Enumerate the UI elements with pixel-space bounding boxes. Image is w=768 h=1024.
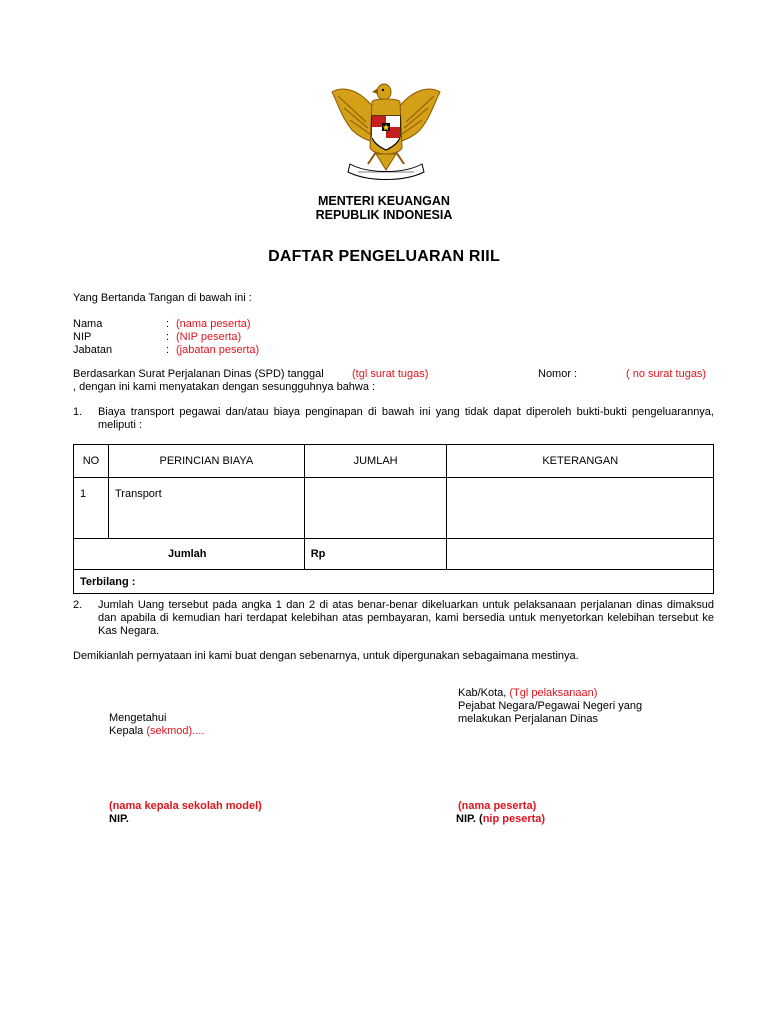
point2-text: Jumlah Uang tersebut pada angka 1 dan 2 di atas benar-benar dikeluarkan untuk pelaksanaan perjalanan dinas dimaksud dan apabila di kemudian hari terdapat kelebihan atas pembayaran, kami bersedia untuk menyetorkan kelebihan tersebut ke Kas Negara. <box>98 599 714 637</box>
intro-text: Yang Bertanda Tangan di bawah ini : <box>73 292 252 304</box>
row-amount <box>304 478 447 539</box>
total-note <box>447 539 714 570</box>
point1-text: Biaya transport pegawai dan/atau biaya penginapan di bawah ini yang tidak dapat diperoleh bukti-bukti pengeluarannya, meliputi : <box>98 406 714 431</box>
row-no: 1 <box>74 478 109 539</box>
field-label-nip: NIP <box>73 331 92 343</box>
field-label-nama: Nama <box>73 318 103 330</box>
signatory-name-left: (nama kepala sekolah model) <box>109 800 262 812</box>
point1-number: 1. <box>73 406 83 418</box>
place-date-value: (Tgl pelaksanaan) <box>509 687 598 699</box>
signatory-nip-left: NIP. <box>109 813 129 825</box>
signatory-title-right-1: Pejabat Negara/Pegawai Negeri yang <box>458 700 643 712</box>
row-note <box>447 478 714 539</box>
basis-date-value: (tgl surat tugas) <box>352 368 429 380</box>
field-label-jabatan: Jabatan <box>73 344 113 356</box>
basis-continuation: , dengan ini kami menyatakan dengan sesungguhnya bahwa : <box>73 381 376 393</box>
table-header-jumlah: JUMLAH <box>304 445 447 478</box>
total-label: Jumlah <box>74 539 305 570</box>
ministry-name: MENTERI KEUANGAN <box>318 194 450 208</box>
nip-prefix: NIP. ( <box>456 813 483 825</box>
field-colon: : <box>166 331 170 343</box>
point2-number: 2. <box>73 599 83 611</box>
signatory-name-right: (nama peserta) <box>458 800 537 812</box>
field-value-jabatan: (jabatan peserta) <box>176 344 260 356</box>
nip-value: nip peserta) <box>482 813 546 825</box>
total-currency: Rp <box>304 539 447 570</box>
table-header-keterangan: KETERANGAN <box>447 445 714 478</box>
table-terbilang-row <box>74 570 714 594</box>
acknowledged-label: Mengetahui <box>109 712 167 724</box>
signatory-title-right-2: melakukan Perjalanan Dinas <box>458 713 599 725</box>
head-prefix: Kepala <box>109 725 147 737</box>
table-header-no: NO <box>74 445 109 478</box>
garuda-emblem-icon <box>328 78 444 184</box>
nomor-value: ( no surat tugas) <box>626 368 707 380</box>
table-total-row <box>74 539 714 570</box>
row-item: Transport <box>108 478 304 539</box>
signature-place-date <box>458 687 597 699</box>
table-header-row <box>74 445 714 478</box>
field-colon: : <box>166 318 170 330</box>
country-name: REPUBLIK INDONESIA <box>315 208 453 222</box>
nomor-label: Nomor : <box>538 368 578 380</box>
table-row <box>74 478 714 539</box>
expense-table <box>73 444 714 594</box>
field-colon: : <box>166 344 170 356</box>
signatory-nip-right <box>456 813 545 825</box>
table-header-perincian: PERINCIAN BIAYA <box>108 445 304 478</box>
head-title <box>109 725 204 737</box>
basis-text: Berdasarkan Surat Perjalanan Dinas (SPD) tanggal <box>73 368 324 380</box>
place-prefix: Kab/Kota, <box>458 687 510 699</box>
field-value-nama: (nama peserta) <box>176 318 251 330</box>
closing-statement: Demikianlah pernyataan ini kami buat dengan sebenarnya, untuk dipergunakan sebagaimana mestinya. <box>73 650 579 662</box>
field-value-nip: (NIP peserta) <box>176 331 242 343</box>
terbilang-label: Terbilang : <box>74 570 714 594</box>
document-title: DAFTAR PENGELUARAN RIIL <box>268 248 500 265</box>
head-value: (sekmod).... <box>146 725 205 737</box>
